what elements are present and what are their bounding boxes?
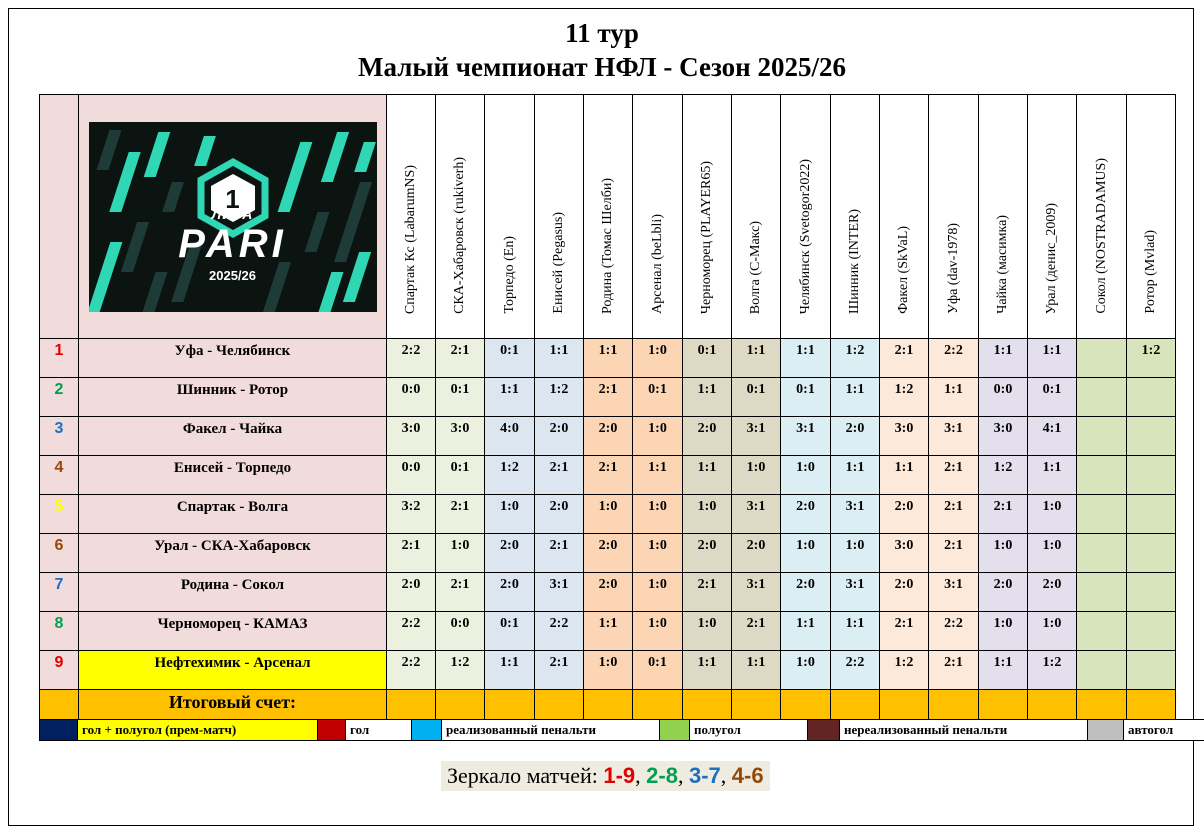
score-cell [1127, 456, 1176, 495]
score-cell: 1:1 [732, 651, 781, 690]
participant-name: Торпедо (En) [501, 236, 517, 314]
score-cell: 1:0 [831, 534, 880, 573]
score-cell: 3:1 [831, 495, 880, 534]
page-subtitle: Малый чемпионат НФЛ - Сезон 2025/26 [358, 52, 846, 82]
participant-header [929, 95, 979, 339]
total-score-cell [732, 690, 781, 720]
score-cell: 1:0 [633, 495, 683, 534]
score-cell: 1:1 [880, 456, 929, 495]
score-cell: 1:0 [781, 651, 831, 690]
participant-header [683, 95, 732, 339]
score-cell: 3:1 [732, 573, 781, 612]
participant-header [1028, 95, 1077, 339]
participant-name: Волга (С-Макс) [748, 220, 763, 314]
match-number: 6 [40, 534, 79, 573]
participant-header [781, 95, 831, 339]
score-cell: 2:1 [436, 573, 485, 612]
score-cell: 2:2 [929, 339, 979, 378]
score-cell: 2:0 [683, 417, 732, 456]
mirror-separator: , [677, 763, 689, 788]
score-cell: 1:0 [584, 651, 633, 690]
score-cell: 2:0 [683, 534, 732, 573]
score-cell: 1:2 [880, 651, 929, 690]
score-cell: 2:0 [535, 417, 584, 456]
score-cell: 1:1 [633, 456, 683, 495]
score-cell: 0:1 [633, 651, 683, 690]
score-cell: 3:0 [979, 417, 1028, 456]
score-cell: 2:0 [732, 534, 781, 573]
mirror-pair: 4-6 [731, 763, 764, 788]
participant-header [1127, 95, 1176, 339]
match-row [40, 651, 1176, 690]
score-cell: 3:1 [732, 495, 781, 534]
participant-name: Шинник (INTER) [847, 209, 862, 314]
score-cell: 2:2 [387, 612, 436, 651]
score-cell: 2:0 [781, 495, 831, 534]
score-cell: 2:1 [584, 456, 633, 495]
legend-label: гол + полугол (прем-матч) [78, 720, 318, 741]
score-cell: 1:1 [584, 612, 633, 651]
score-cell: 1:0 [633, 417, 683, 456]
total-score-cell [1028, 690, 1077, 720]
match-number: 5 [40, 495, 79, 534]
legend-swatch [318, 720, 346, 741]
score-cell: 1:1 [979, 339, 1028, 378]
score-cell: 2:1 [880, 612, 929, 651]
score-cell [1077, 573, 1127, 612]
score-cell [1077, 339, 1127, 378]
score-cell: 1:1 [831, 612, 880, 651]
score-cell: 2:1 [929, 534, 979, 573]
score-cell [1127, 534, 1176, 573]
match-name: Нефтехимик - Арсенал [79, 651, 387, 690]
match-row [40, 534, 1176, 573]
score-cell: 1:0 [436, 534, 485, 573]
score-cell: 3:1 [831, 573, 880, 612]
total-score-cell [584, 690, 633, 720]
score-cell: 1:0 [1028, 612, 1077, 651]
total-score-cell [781, 690, 831, 720]
match-name: Черноморец - КАМАЗ [79, 612, 387, 651]
match-name: Спартак - Волга [79, 495, 387, 534]
score-cell: 1:1 [485, 378, 535, 417]
score-cell: 2:2 [831, 651, 880, 690]
corner-cell [40, 95, 79, 339]
match-number: 4 [40, 456, 79, 495]
liga-pari-logo [89, 122, 377, 312]
match-number: 7 [40, 573, 79, 612]
legend-swatch [660, 720, 690, 741]
score-cell: 0:1 [1028, 378, 1077, 417]
score-cell: 2:0 [584, 573, 633, 612]
score-cell: 0:1 [633, 378, 683, 417]
score-cell: 1:0 [732, 456, 781, 495]
match-number: 3 [40, 417, 79, 456]
score-cell: 1:1 [1028, 456, 1077, 495]
score-cell [1077, 651, 1127, 690]
score-cell: 0:1 [436, 378, 485, 417]
match-name: Енисей - Торпедо [79, 456, 387, 495]
score-cell: 2:0 [880, 495, 929, 534]
total-score-cell [387, 690, 436, 720]
legend-label: гол [346, 720, 412, 741]
score-cell: 0:1 [436, 456, 485, 495]
score-cell: 2:1 [929, 495, 979, 534]
legend-label: реализованный пенальти [442, 720, 660, 741]
mirror-matches [441, 761, 770, 791]
score-cell: 1:1 [831, 378, 880, 417]
score-cell: 1:0 [633, 534, 683, 573]
score-cell: 2:1 [880, 339, 929, 378]
participant-header [387, 95, 436, 339]
score-cell: 3:1 [732, 417, 781, 456]
participant-name: Родина (Томас Шелби) [600, 177, 615, 314]
score-cell: 4:0 [485, 417, 535, 456]
score-cell: 2:0 [387, 573, 436, 612]
score-cell: 1:2 [436, 651, 485, 690]
score-cell: 2:0 [584, 534, 633, 573]
legend-swatch [1088, 720, 1124, 741]
score-cell: 1:2 [979, 456, 1028, 495]
score-cell: 2:1 [535, 456, 584, 495]
score-cell: 3:0 [880, 417, 929, 456]
score-cell [1127, 495, 1176, 534]
total-score-cell [535, 690, 584, 720]
score-cell: 1:1 [1028, 339, 1077, 378]
logo-season-text: 2025/26 [209, 267, 256, 283]
score-cell [1127, 378, 1176, 417]
participant-name: Чайка (масимка) [995, 215, 1010, 314]
score-cell [1077, 534, 1127, 573]
score-cell: 1:1 [683, 378, 732, 417]
score-cell: 3:1 [929, 573, 979, 612]
score-cell [1127, 573, 1176, 612]
score-cell: 1:0 [633, 573, 683, 612]
score-cell: 2:1 [929, 651, 979, 690]
score-cell: 1:2 [880, 378, 929, 417]
score-cell: 0:0 [436, 612, 485, 651]
score-cell: 1:2 [535, 378, 584, 417]
score-cell: 0:1 [781, 378, 831, 417]
score-cell: 2:2 [535, 612, 584, 651]
participant-header [880, 95, 929, 339]
participant-name: Ротор (Mvlad) [1143, 230, 1158, 314]
participant-header [979, 95, 1028, 339]
score-cell: 1:1 [535, 339, 584, 378]
score-cell: 1:2 [485, 456, 535, 495]
logo-badge-number: 1 [225, 183, 240, 214]
score-cell: 2:1 [436, 495, 485, 534]
score-cell: 1:0 [683, 612, 732, 651]
participant-name: Арсенал (beLbli) [649, 214, 665, 314]
score-cell: 3:0 [436, 417, 485, 456]
score-cell: 2:0 [880, 573, 929, 612]
total-score-cell [929, 690, 979, 720]
score-cell [1077, 612, 1127, 651]
participant-header [732, 95, 781, 339]
participant-name: Челябинск (Svetogor2022) [797, 158, 813, 314]
match-row [40, 495, 1176, 534]
participant-header [584, 95, 633, 339]
match-name: Урал - СКА-Хабаровск [79, 534, 387, 573]
participant-name: СКА-Хабаровск (rukiverh) [452, 157, 467, 314]
legend-swatch [40, 720, 78, 741]
total-score-cell [485, 690, 535, 720]
score-cell: 0:1 [683, 339, 732, 378]
score-cell: 2:1 [584, 378, 633, 417]
score-cell: 1:1 [979, 651, 1028, 690]
score-cell: 2:1 [535, 651, 584, 690]
score-cell: 2:0 [1028, 573, 1077, 612]
match-name: Шинник - Ротор [79, 378, 387, 417]
score-cell: 2:1 [683, 573, 732, 612]
legend-label: нереализованный пенальти [840, 720, 1088, 741]
mirror-pair: 3-7 [688, 763, 721, 788]
total-score-cell [1127, 690, 1176, 720]
participant-header [535, 95, 584, 339]
total-score-cell [436, 690, 485, 720]
score-cell: 0:0 [387, 378, 436, 417]
match-name: Факел - Чайка [79, 417, 387, 456]
score-cell: 1:2 [831, 339, 880, 378]
participant-header [1077, 95, 1127, 339]
score-cell: 3:2 [387, 495, 436, 534]
total-score-cell [831, 690, 880, 720]
score-cell: 3:0 [880, 534, 929, 573]
total-corner [40, 690, 79, 720]
score-cell: 1:0 [584, 495, 633, 534]
match-number: 2 [40, 378, 79, 417]
participant-name: Урал (денис_2009) [1044, 202, 1059, 314]
match-number: 8 [40, 612, 79, 651]
score-cell: 2:0 [535, 495, 584, 534]
total-score-cell [683, 690, 732, 720]
score-cell: 0:0 [387, 456, 436, 495]
mirror-label: Зеркало матчей: [447, 763, 598, 788]
participants-header-row [40, 95, 1176, 339]
score-cell: 2:0 [831, 417, 880, 456]
score-cell: 1:1 [781, 339, 831, 378]
match-row [40, 612, 1176, 651]
legend-swatch [412, 720, 442, 741]
participant-header [485, 95, 535, 339]
score-cell: 1:0 [633, 612, 683, 651]
score-cell: 2:2 [387, 339, 436, 378]
legend-row [40, 720, 1204, 741]
match-name: Уфа - Челябинск [79, 339, 387, 378]
legend-swatch [808, 720, 840, 741]
score-cell: 4:1 [1028, 417, 1077, 456]
participant-name: Енисей (Pegasus) [551, 212, 566, 314]
score-cell: 1:0 [979, 534, 1028, 573]
score-cell: 2:1 [535, 534, 584, 573]
match-row [40, 456, 1176, 495]
score-cell: 1:0 [781, 534, 831, 573]
participant-header [436, 95, 485, 339]
score-cell: 1:1 [831, 456, 880, 495]
participant-name: Уфа (dav-1978) [945, 223, 961, 314]
mirror-separator: , [720, 763, 732, 788]
score-cell [1077, 378, 1127, 417]
total-score-cell [1077, 690, 1127, 720]
score-cell: 2:0 [485, 534, 535, 573]
score-cell [1077, 495, 1127, 534]
match-number: 1 [40, 339, 79, 378]
score-cell: 1:1 [584, 339, 633, 378]
total-score-cell [633, 690, 683, 720]
score-cell: 2:2 [929, 612, 979, 651]
participant-name: Спартак Кс (LabarumNS) [403, 164, 418, 314]
predictions-table [39, 94, 1176, 720]
score-cell: 3:0 [387, 417, 436, 456]
score-cell: 2:1 [436, 339, 485, 378]
match-row [40, 339, 1176, 378]
participant-header [831, 95, 880, 339]
score-cell [1127, 612, 1176, 651]
score-cell: 2:0 [781, 573, 831, 612]
legend-table [39, 719, 1204, 741]
match-number: 9 [40, 651, 79, 690]
score-cell: 2:1 [387, 534, 436, 573]
score-cell: 2:2 [387, 651, 436, 690]
score-cell: 3:1 [781, 417, 831, 456]
score-cell: 1:0 [1028, 534, 1077, 573]
match-row [40, 378, 1176, 417]
logo-liga-text: ЛИГА [211, 205, 254, 222]
score-cell: 1:0 [683, 495, 732, 534]
score-cell: 1:2 [1127, 339, 1176, 378]
score-cell: 2:1 [732, 612, 781, 651]
match-name: Родина - Сокол [79, 573, 387, 612]
score-cell: 1:2 [1028, 651, 1077, 690]
score-cell: 1:0 [485, 495, 535, 534]
total-score-cell [979, 690, 1028, 720]
score-cell: 1:1 [929, 378, 979, 417]
score-cell: 3:1 [929, 417, 979, 456]
match-row [40, 417, 1176, 456]
mirror-pair: 1-9 [603, 763, 636, 788]
legend-label: автогол [1124, 720, 1204, 741]
score-cell: 1:1 [732, 339, 781, 378]
participant-name: Черноморец (PLAYER65) [699, 160, 714, 314]
score-cell [1127, 417, 1176, 456]
match-row [40, 573, 1176, 612]
score-cell: 2:1 [979, 495, 1028, 534]
score-cell: 0:1 [485, 612, 535, 651]
page-title: 11 тур [565, 18, 639, 48]
score-cell: 1:1 [781, 612, 831, 651]
score-cell: 0:0 [979, 378, 1028, 417]
total-score-cell [880, 690, 929, 720]
score-cell: 0:1 [732, 378, 781, 417]
score-cell: 1:1 [485, 651, 535, 690]
total-row [40, 690, 1176, 720]
score-cell: 3:1 [535, 573, 584, 612]
participant-name: Сокол (NOSTRADAMUS) [1093, 158, 1109, 314]
score-cell: 1:1 [683, 456, 732, 495]
score-cell [1077, 417, 1127, 456]
score-cell [1077, 456, 1127, 495]
score-cell: 0:1 [485, 339, 535, 378]
mirror-separator: , [635, 763, 647, 788]
score-cell [1127, 651, 1176, 690]
score-cell: 1:0 [781, 456, 831, 495]
mirror-pair: 2-8 [646, 763, 678, 788]
score-cell: 1:0 [979, 612, 1028, 651]
score-cell: 2:0 [979, 573, 1028, 612]
participant-header [633, 95, 683, 339]
score-cell: 2:0 [584, 417, 633, 456]
mirror-pairs [603, 763, 763, 788]
score-cell: 1:0 [633, 339, 683, 378]
score-cell: 2:0 [485, 573, 535, 612]
score-cell: 2:1 [929, 456, 979, 495]
participant-name: Факел (SkVaL) [896, 226, 911, 314]
logo-cell [79, 95, 387, 339]
legend-label: полугол [690, 720, 808, 741]
score-cell: 1:0 [1028, 495, 1077, 534]
score-cell: 1:1 [683, 651, 732, 690]
total-label: Итоговый счет: [79, 690, 387, 720]
logo-pari-text: PARI [178, 221, 287, 266]
